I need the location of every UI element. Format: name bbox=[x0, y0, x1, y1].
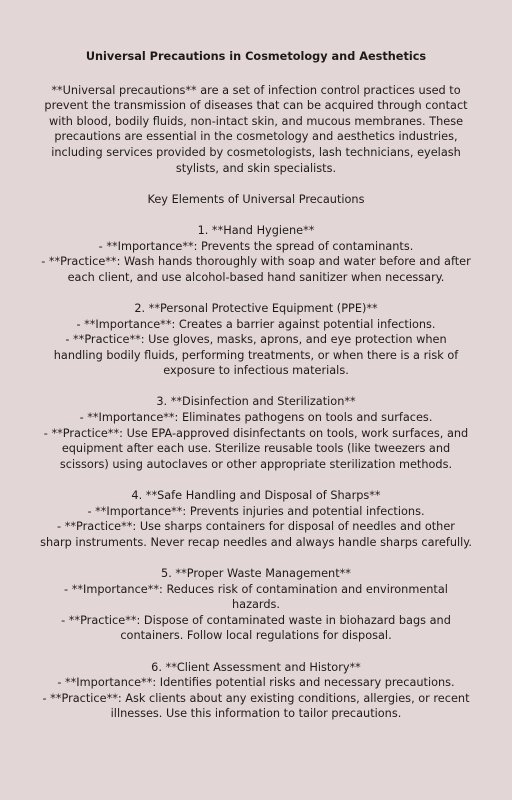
intro-paragraph: **Universal precautions** are a set of infection control practices used to prevent the transmission of diseases that can be acquired through contact with blood, bodily fluids, non-intact skin, and mucous membranes. These precautions are essential in the cosmetology and aesthetics industries, including services provided by cosmetologists, lash technicians, eyelash stylists, and skin specialists. bbox=[44, 83, 468, 175]
item-importance: - **Importance**: Prevents the spread of contaminants. bbox=[98, 239, 414, 253]
document-page bbox=[40, 49, 472, 722]
item-importance: - **Importance**: Identifies potential risks and necessary precautions. bbox=[57, 676, 455, 690]
precaution-item-1 bbox=[40, 223, 472, 285]
precaution-item-6 bbox=[40, 660, 472, 722]
precaution-item-5 bbox=[40, 566, 472, 644]
spacer bbox=[40, 176, 472, 192]
spacer bbox=[40, 550, 472, 566]
spacer bbox=[40, 285, 472, 301]
item-practice: - **Practice**: Ask clients about any existing conditions, allergies, or recent illnesses. Use this information to tailor precautions. bbox=[42, 691, 470, 721]
spacer bbox=[40, 644, 472, 660]
item-heading: 6. **Client Assessment and History** bbox=[151, 660, 361, 674]
item-importance: - **Importance**: Creates a barrier against potential infections. bbox=[76, 317, 436, 331]
item-heading: 4. **Safe Handling and Disposal of Sharps** bbox=[131, 489, 381, 503]
item-practice: - **Practice**: Use sharps containers for disposal of needles and other sharp instruments. Never recap needles and always handle sharps carefully. bbox=[40, 520, 472, 549]
precaution-item-4 bbox=[40, 488, 472, 550]
item-importance: - **Importance**: Prevents injuries and potential infections. bbox=[87, 504, 425, 518]
document-title: Universal Precautions in Cosmetology and Aesthetics bbox=[85, 50, 427, 63]
item-importance: - **Importance**: Eliminates pathogens on tools and surfaces. bbox=[79, 411, 433, 425]
item-heading: 2. **Personal Protective Equipment (PPE)** bbox=[134, 301, 378, 315]
item-importance: - **Importance**: Reduces risk of contamination and environmental hazards. bbox=[64, 582, 448, 612]
item-heading: 1. **Hand Hygiene** bbox=[197, 223, 315, 237]
item-practice: - **Practice**: Use gloves, masks, aprons, and eye protection when handling bodily fluids, performing treatments, or when there is a risk of exposure to infectious materials. bbox=[53, 333, 459, 378]
item-heading: 3. **Disinfection and Sterilization** bbox=[156, 395, 356, 409]
item-practice: - **Practice**: Dispose of contaminated waste in biohazard bags and containers. Follow local regulations for disposal. bbox=[61, 613, 451, 643]
item-practice: - **Practice**: Use EPA-approved disinfectants on tools, work surfaces, and equipment after each use. Sterilize reusable tools (like tweezers and scissors) using autoclaves or other appropriate sterilization methods. bbox=[43, 426, 469, 471]
item-practice: - **Practice**: Wash hands thoroughly with soap and water before and after each client, and use alcohol-based hand sanitizer when necessary. bbox=[41, 255, 471, 284]
item-heading: 5. **Proper Waste Management** bbox=[161, 567, 351, 580]
spacer bbox=[40, 379, 472, 395]
spacer bbox=[40, 472, 472, 488]
precaution-item-3 bbox=[40, 394, 472, 472]
spacer bbox=[40, 207, 472, 223]
precaution-item-2 bbox=[40, 301, 472, 379]
section-heading: Key Elements of Universal Precautions bbox=[147, 192, 365, 206]
